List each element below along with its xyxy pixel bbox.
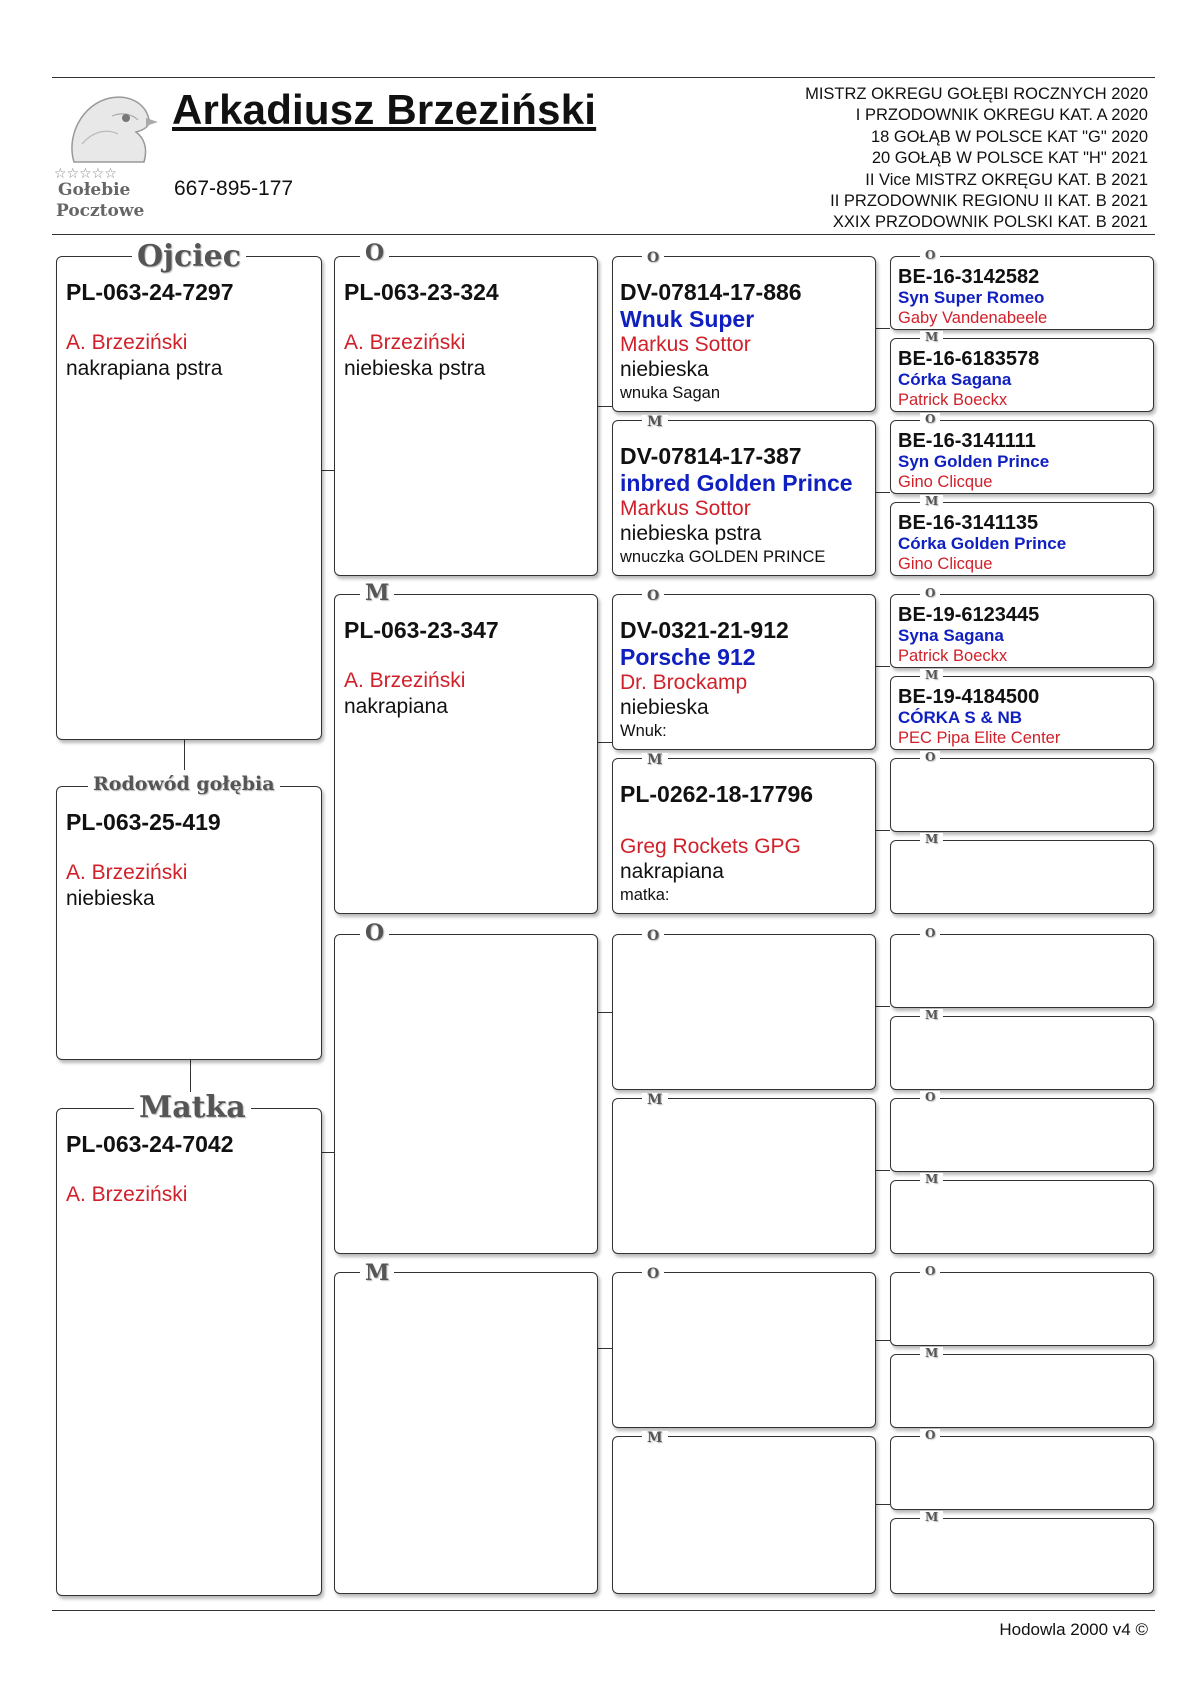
dam-label: M	[920, 1009, 943, 1021]
empty-pedigree-card[interactable]	[612, 934, 876, 1090]
owner-name: A. Brzeziński	[66, 331, 188, 354]
pigeon-nickname: inbred Golden Prince	[620, 470, 853, 496]
header-rule	[52, 234, 1155, 235]
pigeon-nickname: CÓRKA S & NB	[898, 708, 1023, 727]
connector-line	[876, 1340, 890, 1341]
owner-name: Gino Clicque	[898, 473, 993, 491]
pigeon-nickname: Syna Sagana	[898, 626, 1004, 645]
achievement-line: 18 GOŁĄB W POLSCE KAT "G" 2020	[870, 127, 1148, 146]
dam-label: M	[360, 1262, 394, 1284]
ring-number: BE-16-6183578	[898, 348, 1040, 370]
breeder-name: Arkadiusz Brzeziński	[172, 86, 597, 133]
owner-name: Patrick Boeckx	[898, 391, 1008, 409]
sire-label: O	[920, 1265, 940, 1277]
owner-name: A. Brzeziński	[344, 331, 466, 354]
ring-number: PL-063-23-324	[344, 279, 499, 305]
logo-text-line2: Pocztowe	[56, 201, 145, 221]
dam-label: M	[920, 669, 943, 681]
software-credit: Hodowla 2000 v4 ©	[999, 1620, 1148, 1639]
ring-number: BE-19-4184500	[898, 686, 1040, 708]
mother-card[interactable]	[56, 1108, 322, 1596]
color-description: niebieska	[66, 887, 155, 910]
color-description: niebieska	[620, 358, 709, 381]
empty-pedigree-card[interactable]	[334, 1272, 598, 1594]
pigeon-nickname: Syn Super Romeo	[898, 288, 1045, 307]
empty-ancestor-card[interactable]	[890, 1518, 1154, 1594]
pigeon-nickname: Porsche 912	[620, 644, 756, 670]
pigeon-nickname: Syn Golden Prince	[898, 452, 1050, 471]
sire-label: O	[920, 587, 940, 599]
sire-label: O	[920, 1429, 940, 1441]
connector-line	[184, 740, 185, 770]
dam-label: M	[642, 753, 668, 767]
owner-name: A. Brzeziński	[344, 669, 466, 692]
mother-label: Matka	[134, 1093, 251, 1123]
ring-number: BE-16-3141135	[898, 512, 1039, 534]
ancestor-card[interactable]	[890, 420, 1154, 494]
color-description: niebieska pstra	[344, 357, 486, 380]
dam-label: M	[920, 1511, 943, 1523]
sire-label: O	[642, 1267, 664, 1281]
ring-number: PL-0262-18-17796	[620, 781, 814, 807]
pigeon-nickname: Córka Sagana	[898, 370, 1012, 389]
connector-line	[598, 1348, 612, 1349]
owner-name: Dr. Brockamp	[620, 671, 748, 694]
ring-number: DV-0321-21-912	[620, 617, 789, 643]
ancestor-card[interactable]	[890, 502, 1154, 576]
owner-name: A. Brzeziński	[66, 1183, 188, 1206]
footer-rule	[52, 1610, 1155, 1611]
pigeon-nickname: Córka Golden Prince	[898, 534, 1067, 553]
sire-label: O	[920, 751, 940, 763]
dam-label: M	[920, 1347, 943, 1359]
ring-number: PL-063-25-419	[66, 809, 221, 835]
subject-card[interactable]	[56, 786, 322, 1060]
pedigree-note: matka:	[620, 886, 670, 904]
owner-name: A. Brzeziński	[66, 861, 188, 884]
ancestor-card[interactable]	[890, 338, 1154, 412]
father-card[interactable]	[56, 256, 322, 740]
logo	[52, 86, 160, 226]
owner-name: Markus Sottor	[620, 497, 751, 520]
dam-label: M	[920, 331, 943, 343]
connector-line	[876, 492, 890, 493]
achievement-line: II Vice MISTRZ OKRĘGU KAT. B 2021	[865, 170, 1148, 189]
connector-line	[876, 328, 890, 329]
achievement-line: XXIX PRZODOWNIK POLSKI KAT. B 2021	[832, 213, 1148, 232]
logo-text-line1: Gołebie	[58, 180, 131, 200]
connector-line	[598, 406, 612, 407]
pedigree-note: wnuka Sagan	[620, 384, 720, 402]
empty-pedigree-card[interactable]	[612, 1272, 876, 1428]
pedigree-note: Wnuk:	[620, 722, 667, 740]
ring-number: BE-16-3142582	[898, 266, 1040, 288]
empty-ancestor-card[interactable]	[890, 1436, 1154, 1510]
great-grandparent-card[interactable]	[612, 256, 876, 412]
color-description: nakrapiana pstra	[66, 357, 223, 380]
connector-line	[876, 666, 890, 667]
father-label: Ojciec	[132, 242, 246, 272]
color-description: nakrapiana	[344, 695, 448, 718]
great-grandparent-card[interactable]	[612, 758, 876, 914]
empty-ancestor-card[interactable]	[890, 1016, 1154, 1090]
achievement-line: 20 GOŁĄB W POLSCE KAT "H" 2021	[871, 149, 1148, 168]
ring-number: PL-063-24-7297	[66, 279, 234, 305]
empty-ancestor-card[interactable]	[890, 1180, 1154, 1254]
achievement-line: I PRZODOWNIK OKREGU KAT. A 2020	[855, 106, 1148, 125]
ancestor-card[interactable]	[890, 676, 1154, 750]
great-grandparent-card[interactable]	[612, 420, 876, 576]
grandmother-card[interactable]	[334, 594, 598, 914]
ring-number: DV-07814-17-886	[620, 279, 802, 305]
ancestor-card[interactable]	[890, 594, 1154, 668]
dam-label: M	[920, 833, 943, 845]
owner-name: Gaby Vandenabeele	[898, 309, 1048, 327]
dam-label: M	[642, 415, 668, 429]
connector-line	[876, 830, 890, 831]
pedigree-note: wnuczka GOLDEN PRINCE	[620, 548, 826, 566]
sire-label: O	[360, 242, 389, 264]
owner-name: Patrick Boeckx	[898, 647, 1008, 665]
empty-pedigree-card[interactable]	[612, 1436, 876, 1594]
owner-name: Markus Sottor	[620, 333, 751, 356]
dam-label: M	[920, 1173, 943, 1185]
sire-label: O	[920, 249, 940, 261]
empty-pedigree-card[interactable]	[334, 934, 598, 1254]
empty-pedigree-card[interactable]	[612, 1098, 876, 1254]
empty-ancestor-card[interactable]	[890, 1098, 1154, 1172]
achievement-line: II PRZODOWNIK REGIONU II KAT. B 2021	[830, 192, 1148, 211]
color-description: nakrapiana	[620, 860, 724, 883]
sire-label: O	[642, 251, 664, 265]
color-description: niebieska	[620, 696, 709, 719]
sire-label: O	[360, 922, 389, 944]
color-description: niebieska pstra	[620, 522, 762, 545]
great-grandparent-card[interactable]	[612, 594, 876, 750]
dam-label: M	[642, 1431, 668, 1445]
breeder-phone: 667-895-177	[174, 177, 294, 200]
empty-ancestor-card[interactable]	[890, 1354, 1154, 1428]
empty-ancestor-card[interactable]	[890, 1272, 1154, 1346]
sire-label: O	[920, 413, 940, 425]
connector-line	[876, 1504, 890, 1505]
grandfather-card[interactable]	[334, 256, 598, 576]
sire-label: O	[642, 929, 664, 943]
owner-name: Greg Rockets GPG	[620, 835, 801, 858]
ring-number: PL-063-23-347	[344, 617, 499, 643]
dam-label: M	[642, 1093, 668, 1107]
ring-number: PL-063-24-7042	[66, 1131, 234, 1157]
dam-label: M	[360, 582, 394, 604]
owner-name: PEC Pipa Elite Center	[898, 729, 1061, 747]
sire-label: O	[642, 589, 664, 603]
connector-line	[876, 1006, 890, 1007]
achievement-line: MISTRZ OKREGU GOŁĘBI ROCZNYCH 2020	[805, 85, 1148, 103]
connector-line	[876, 1170, 890, 1171]
sire-label: O	[920, 927, 940, 939]
ring-number: BE-19-6123445	[898, 604, 1040, 626]
pigeon-nickname: Wnuk Super	[620, 306, 755, 332]
connector-line	[190, 1060, 191, 1092]
sire-label: O	[920, 1091, 940, 1103]
connector-line	[598, 1012, 612, 1013]
empty-ancestor-card[interactable]	[890, 934, 1154, 1008]
owner-name: Gino Clicque	[898, 555, 993, 573]
empty-ancestor-card[interactable]	[890, 840, 1154, 914]
dam-label: M	[920, 495, 943, 507]
empty-ancestor-card[interactable]	[890, 758, 1154, 832]
ring-number: BE-16-3141111	[898, 430, 1036, 452]
ancestor-card[interactable]	[890, 256, 1154, 330]
achievements-list	[805, 84, 1148, 234]
svg-text:☆☆☆☆☆: ☆☆☆☆☆	[54, 166, 117, 182]
pedigree-label: Rodowód gołębia	[88, 775, 280, 794]
connector-line	[598, 742, 612, 743]
top-rule	[52, 77, 1155, 78]
ring-number: DV-07814-17-387	[620, 443, 802, 469]
